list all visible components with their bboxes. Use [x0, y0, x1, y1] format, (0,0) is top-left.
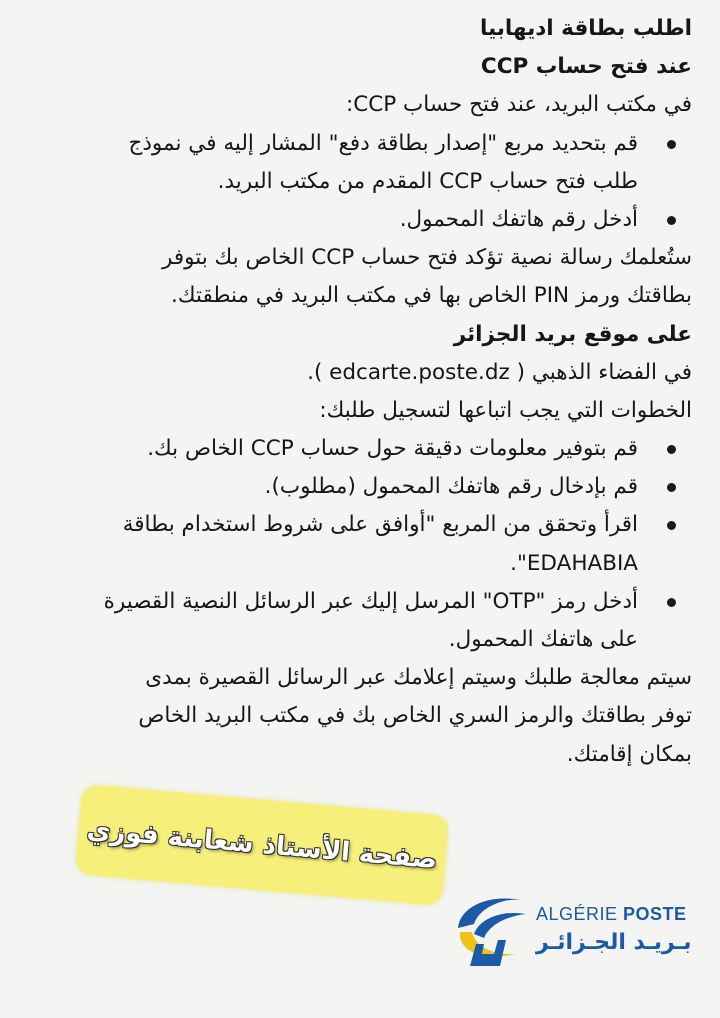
- section-heading-website: على موقع بريد الجزائر: [453, 321, 692, 347]
- bullet-icon: [667, 483, 676, 492]
- paragraph-text: توفر بطاقتك والرمز السري الخاص بك في مكتب البريد الخاص: [138, 703, 692, 729]
- list-item-continuation: على هاتفك المحمول.: [448, 627, 638, 652]
- list-item: [66, 201, 692, 239]
- list-item-text: أدخل رمز "OTP" المرسل إليك عبر الرسائل النصية القصيرة: [103, 588, 638, 614]
- bullet-icon: [667, 598, 676, 607]
- list-item-continuation: طلب فتح حساب CCP المقدم من مكتب البريد.: [217, 168, 638, 194]
- bullet-icon: [667, 216, 676, 225]
- list-item: [66, 506, 692, 544]
- section-heading-ccp: عند فتح حساب CCP: [480, 54, 692, 80]
- list-item: [66, 468, 692, 506]
- paragraph-text: بمكان إقامتك.: [566, 741, 692, 767]
- bullet-icon: [667, 521, 676, 530]
- paragraph-text: ستُعلمك رسالة نصية تؤكد فتح حساب CCP الخاص بك بتوفر: [161, 245, 692, 271]
- logo-text-ar: بـريـد الجـزائـر: [536, 930, 692, 955]
- list-item-text: اقرأ وتحقق من المربع "أوافق على شروط استخدام بطاقة: [122, 512, 638, 538]
- list-item: [66, 430, 692, 468]
- author-badge-text: صفحة الأستاذ شعابنة فوزي: [85, 814, 439, 876]
- section-intro: في الفضاء الذهبي ( edcarte.poste.dz ).: [307, 359, 692, 385]
- logo-text-fr-part2: POSTE: [623, 904, 687, 924]
- list-item: [66, 583, 692, 621]
- steps-intro: الخطوات التي يجب اتباعها لتسجيل طلبك:: [319, 397, 692, 423]
- document-body: [66, 10, 692, 774]
- logo-text-fr: [536, 904, 687, 925]
- section-intro: في مكتب البريد، عند فتح حساب CCP:: [345, 92, 692, 118]
- document-title: اطلب بطاقة اديهابيا: [480, 16, 692, 41]
- bullet-icon: [667, 445, 676, 454]
- algerie-poste-logo: [450, 888, 712, 978]
- list-item: [66, 125, 692, 163]
- list-item-text: قم بتحديد مربع "إصدار بطاقة دفع" المشار إليه في نموذج: [128, 130, 638, 156]
- list-item-continuation: EDAHABIA".: [510, 550, 638, 576]
- list-item-text: قم بإدخال رقم هاتفك المحمول (مطلوب).: [264, 474, 638, 500]
- bullet-icon: [667, 140, 676, 149]
- list-item-text: أدخل رقم هاتفك المحمول.: [399, 206, 638, 232]
- paragraph-text: سيتم معالجة طلبك وسيتم إعلامك عبر الرسائل القصيرة بمدى: [145, 665, 692, 691]
- logo-text-fr-part1: ALGÉRIE: [536, 904, 618, 924]
- algerie-poste-emblem-icon: [450, 888, 532, 978]
- list-item-text: قم بتوفير معلومات دقيقة حول حساب CCP الخاص بك.: [147, 436, 638, 462]
- paragraph-text: بطاقتك ورمز PIN الخاص بها في مكتب البريد في منطقتك.: [171, 283, 692, 309]
- author-badge: [75, 784, 449, 906]
